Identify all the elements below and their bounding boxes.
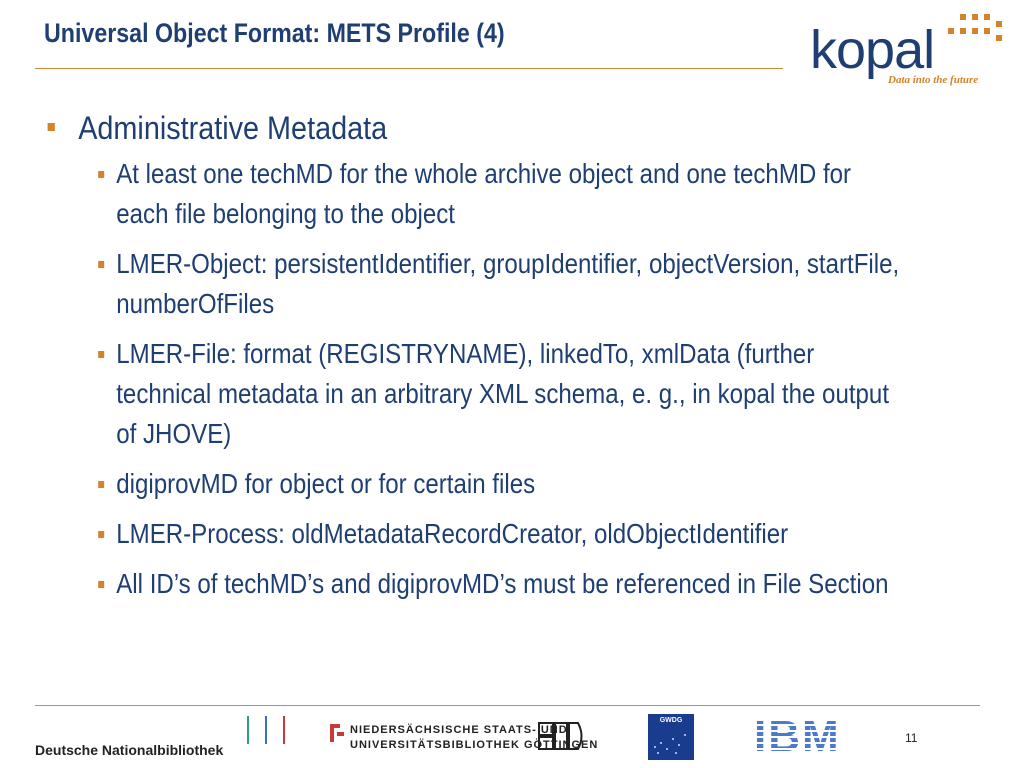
ibm-logo-text: IBM (754, 712, 841, 761)
ibm-logo (754, 714, 874, 760)
title-divider (35, 68, 783, 69)
square-bullet-icon (98, 531, 104, 538)
square-bullet-icon (98, 481, 104, 488)
square-bullet-icon (98, 171, 104, 178)
dnb-bars-icon (245, 716, 291, 744)
kopal-logo (810, 14, 1000, 94)
list-item-text: All ID’s of techMD’s and digiprovMD’s must be referenced in File Section (116, 568, 889, 599)
slide-content (44, 108, 984, 614)
list-item-text: At least one techMD for the whole archive object and one techMD for each file belonging to the object (116, 158, 852, 229)
list-item-text: LMER-Process: oldMetadataRecordCreator, oldObjectIdentifier (116, 518, 789, 549)
sub-line-1: NIEDERSÄCHSISCHE STAATS- UND (350, 724, 568, 736)
page-number: 11 (905, 731, 918, 745)
gwdg-dots-icon (652, 728, 690, 756)
square-bullet-icon (48, 123, 55, 131)
bullet-heading (44, 108, 890, 148)
square-bullet-icon (98, 261, 104, 268)
list-item-text: LMER-Object: persistentIdentifier, groupIdentifier, objectVersion, startFile, numberOfFiles (116, 248, 900, 319)
square-bullet-icon (98, 351, 104, 358)
slide-title: Universal Object Format: METS Profile (4) (44, 18, 505, 48)
gwdg-logo-text: GWDG (659, 717, 683, 724)
list-item-text: digiprovMD for object or for certain files (116, 468, 536, 499)
square-bullet-icon (98, 581, 104, 588)
sub-monogram-icon (538, 722, 586, 752)
list-item (44, 514, 904, 554)
dnb-logo-text: Deutsche Nationalbibliothek (35, 742, 224, 758)
sub-goettingen-logo (328, 720, 599, 760)
bullet-heading-text: Administrative Metadata (78, 110, 388, 146)
list-item (44, 154, 904, 234)
list-item (44, 334, 904, 454)
list-item (44, 244, 904, 324)
gwdg-logo (648, 714, 694, 760)
kopal-tagline: Data into the future (888, 74, 979, 86)
list-item-text: LMER-File: format (REGISTRYNAME), linkedTo, xmlData (further technical metadata in an arbitrary XML schema, e. g., in kopal the output of JHOVE) (116, 338, 890, 449)
list-item (44, 464, 904, 504)
kopal-logo-word: kopal (810, 20, 935, 80)
sub-emblem-icon (328, 722, 346, 744)
kopal-dots-icon (948, 14, 1002, 48)
sub-line-2: UNIVERSITÄTSBIBLIOTHEK GÖTTINGEN (350, 739, 599, 751)
footer-divider (35, 705, 980, 706)
sub-bullet-list (44, 154, 984, 604)
list-item (44, 564, 904, 604)
